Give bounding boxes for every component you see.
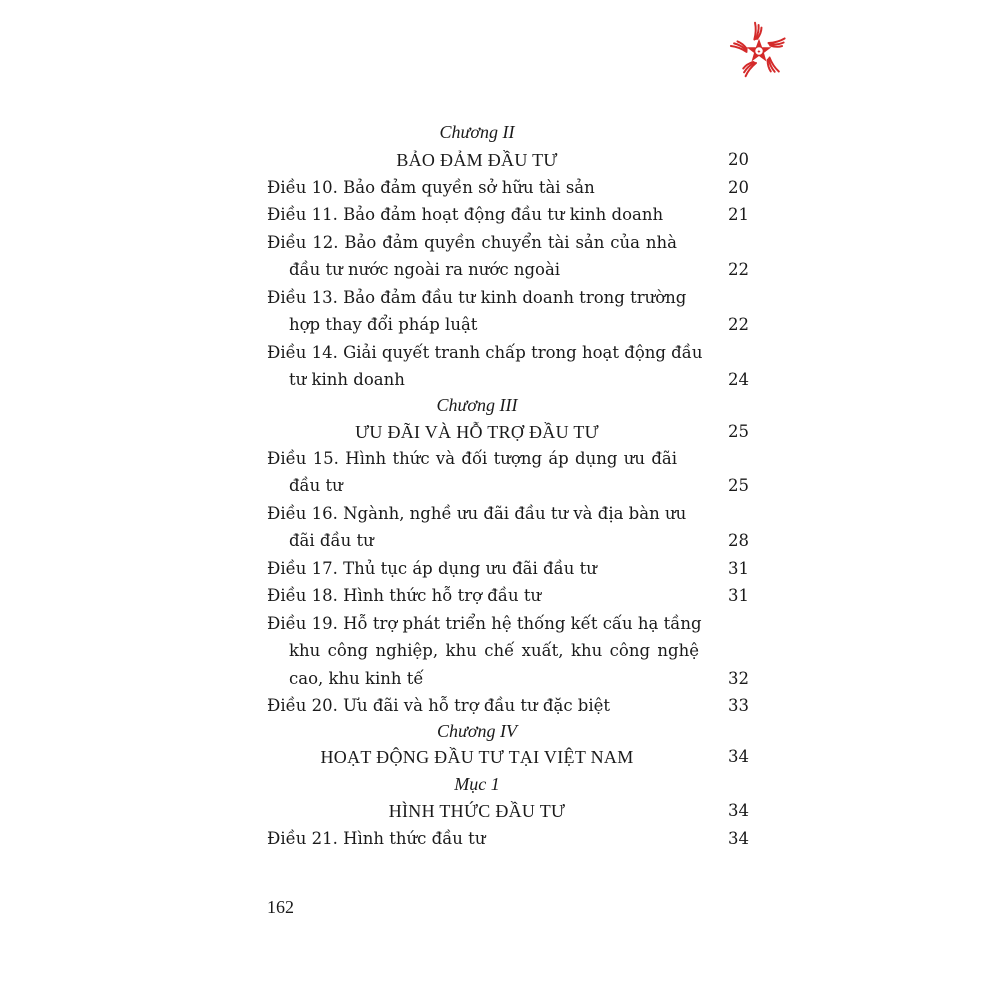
toc-section-heading-text: HOẠT ĐỘNG ĐẦU TƯ TẠI VIỆT NAM: [320, 747, 634, 767]
toc-page-number: 21: [728, 205, 749, 224]
toc-entry-continuation-text: khu công nghiệp, khu chế xuất, khu công nghệ: [289, 641, 699, 660]
toc-page-number: 22: [728, 315, 749, 334]
toc-entry-continuation-row: [267, 366, 749, 394]
toc-chapter-title-row: [267, 770, 749, 798]
toc-entry-text: Điều 21. Hình thức đầu tư: [267, 829, 486, 848]
toc-entry-continuation-text: tư kinh doanh: [289, 370, 405, 389]
toc-section-heading-text: HÌNH THỨC ĐẦU TƯ: [388, 801, 566, 821]
toc-entry-continuation-row: [267, 311, 749, 339]
toc-chapter-title-text: Chương IV: [437, 721, 517, 741]
toc-entry-text: Điều 14. Giải quyết tranh chấp trong hoạt động đầu: [267, 343, 703, 362]
toc-entry-continuation-text: đầu tư: [289, 476, 343, 495]
toc-page-number: 20: [728, 178, 749, 197]
toc-entry-text: Điều 15. Hình thức và đối tượng áp dụng ưu đãi: [267, 449, 677, 468]
toc-section-heading-row: [267, 418, 749, 446]
toc-page-number: 34: [728, 829, 749, 848]
toc-page-number: 25: [728, 476, 749, 495]
toc-chapter-title-row: [267, 391, 749, 419]
toc-page-number: 25: [728, 422, 749, 441]
toc-chapter-title-text: Mục 1: [454, 774, 500, 794]
toc-entry-continuation-text: hợp thay đổi pháp luật: [289, 315, 478, 334]
toc-page-number: 32: [728, 669, 749, 688]
toc-entry-row: [267, 174, 749, 202]
toc-entry-text: Điều 11. Bảo đảm hoạt động đầu tư kinh doanh: [267, 205, 664, 224]
toc-entry-row: [267, 500, 749, 528]
toc-entry-text: Điều 20. Ưu đãi và hỗ trợ đầu tư đặc biệt: [267, 696, 611, 715]
toc-entry-row: [267, 825, 749, 853]
page-number: 162: [267, 897, 294, 917]
toc-entry-continuation-row: [267, 256, 749, 284]
toc-entry-continuation-row: [267, 637, 749, 665]
toc-entry-continuation-row: [267, 472, 749, 500]
toc-entry-text: Điều 19. Hỗ trợ phát triển hệ thống kết cấu hạ tầng: [267, 614, 702, 633]
toc-entry-row: [267, 445, 749, 473]
toc-entry-row: [267, 201, 749, 229]
toc-section-heading-text: ƯU ĐÃI VÀ HỖ TRỢ ĐẦU TƯ: [355, 422, 599, 442]
toc-entry-text: Điều 12. Bảo đảm quyền chuyển tài sản của nhà: [267, 233, 677, 252]
toc-page-number: 24: [728, 370, 749, 389]
toc-entry-row: [267, 610, 749, 638]
toc-chapter-title-text: Chương III: [436, 395, 518, 415]
toc-page-number: 31: [728, 559, 749, 578]
toc-section-heading-text: BẢO ĐẢM ĐẦU TƯ: [396, 150, 558, 170]
toc-chapter-title-row: [267, 118, 749, 146]
toc-entry-continuation-row: [267, 665, 749, 693]
toc-page-number: 22: [728, 260, 749, 279]
toc-chapter-title-row: [267, 717, 749, 745]
toc-entry-row: [267, 229, 749, 257]
toc-entry-continuation-text: đãi đầu tư: [289, 531, 374, 550]
toc-entry-row: [267, 582, 749, 610]
toc-entry-continuation-row: [267, 527, 749, 555]
toc-entry-row: [267, 339, 749, 367]
toc-section-heading-row: [267, 797, 749, 825]
svg-text:✦: ✦: [756, 49, 762, 56]
toc-page-number: 34: [728, 801, 749, 820]
toc-page-number: 33: [728, 696, 749, 715]
toc-section-heading-row: [267, 146, 749, 174]
toc-chapter-title-text: Chương II: [439, 122, 515, 142]
toc-entry-text: Điều 13. Bảo đảm đầu tư kinh doanh trong trường: [267, 288, 687, 307]
toc-page-number: 34: [728, 747, 749, 766]
toc-entry-continuation-text: cao, khu kinh tế: [289, 669, 424, 688]
toc-entry-row: [267, 555, 749, 583]
toc-section-heading-row: [267, 743, 749, 771]
toc-entry-text: Điều 16. Ngành, nghề ưu đãi đầu tư và địa bàn ưu: [267, 504, 687, 523]
toc-entry-text: Điều 18. Hình thức hỗ trợ đầu tư: [267, 586, 542, 605]
toc-page-number: 20: [728, 150, 749, 169]
toc-entry-continuation-text: đầu tư nước ngoài ra nước ngoài: [289, 260, 561, 279]
toc-entry-row: [267, 284, 749, 312]
toc-page-number: 31: [728, 586, 749, 605]
toc-entry-text: Điều 10. Bảo đảm quyền sở hữu tài sản: [267, 178, 595, 197]
toc-entry-row: [267, 692, 749, 720]
toc-entry-text: Điều 17. Thủ tục áp dụng ưu đãi đầu tư: [267, 559, 597, 578]
toc-page-number: 28: [728, 531, 749, 550]
